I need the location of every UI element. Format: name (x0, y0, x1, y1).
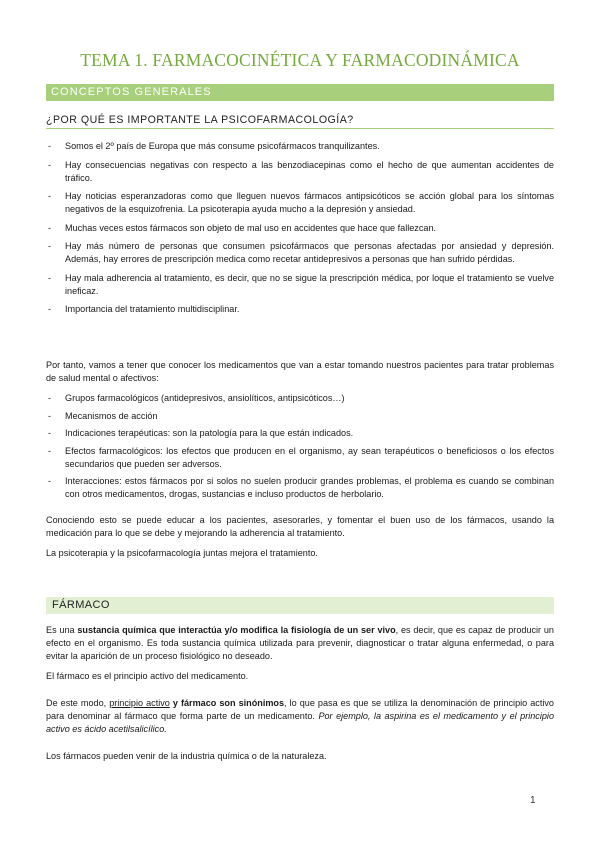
definition-emphasis: sustancia química que interactúa y/o modifica la fisiología de un ser vivo (77, 625, 396, 635)
farmaco-principle: El fármaco es el principio activo del medicamento. (46, 671, 249, 681)
list-item: - Indicaciones terapéuticas: son la patología para la que están indicados. (46, 427, 554, 440)
intro-paragraph: Por tanto, vamos a tener que conocer los medicamentos que van a estar tomando nuestros pacientes para tratar problemas de salud mental o afectivos: (46, 360, 554, 383)
closing-paragraph: Conociendo esto se puede educar a los pacientes, asesorarles, y fomentar el buen uso de los fármacos, usando la medicación para lo que se debe y mejorando la adherencia al tratamiento. (46, 515, 554, 538)
origin-paragraph: Los fármacos pueden venir de la industria química o de la naturaleza. (46, 751, 327, 761)
section-header-conceptos: CONCEPTOS GENERALES (46, 84, 554, 101)
list-item: - Hay consecuencias negativas con respecto a las benzodiacepinas como el hecho de que aumentan accidentes de tráfico. (46, 159, 554, 185)
underlined-term: principio activo (109, 698, 170, 708)
farmaco-definition: Es una sustancia química que interactúa y/o modifica la fisiología de un ser vivo, es decir, que es capaz de producir un efecto en el organismo. Es toda sustancia química utilizada para prevenir, diagnosticar o tratar alguna enfermedad, o para evitar la aparición de un proceso fisiológico no deseado. (46, 625, 554, 661)
principio-activo-paragraph: De este modo, principio activo y fármaco son sinónimos, lo que pasa es que se utiliza la denominación de principio activo para denominar al fármaco que forma parte de un medicamento. Por ejemplo, la aspirina es el medicamento y el principio activo es ácido acetilsalicílico. (46, 698, 555, 734)
section-header-farmaco: FÁRMACO (46, 597, 554, 614)
list-item: - Muchas veces estos fármacos son objeto de mal uso en accidentes que hace que fallezcan. (46, 222, 554, 235)
page-number: 1 (530, 795, 536, 806)
knowledge-list (46, 392, 554, 506)
example-text: Por ejemplo, la aspirina es el medicamento y el principio activo es ácido acetilsalicílico. (46, 711, 555, 734)
list-item: - Interacciones: estos fármacos por si solos no suelen producir grandes problemas, el problema es cuando se combinan con otros medicamentos, drogas, sustancias e incluso productos de herbolario. (46, 475, 554, 501)
list-item: - Hay mala adherencia al tratamiento, es decir, que no se sigue la prescripción médica, por loque el tratamiento se vuelve ineficaz. (46, 272, 554, 298)
list-item: - Hay noticias esperanzadoras como que lleguen nuevos fármacos antipsicóticos se acción global para los síntomas negativos de la esquizofrenia. La psicoterapia ayuda mucho a la depresión y ansiedad. (46, 190, 554, 216)
list-item: - Somos el 2º país de Europa que más consume psicofármacos tranquilizantes. (46, 140, 554, 153)
list-item: - Importancia del tratamiento multidisciplinar. (46, 303, 554, 316)
list-item: - Efectos farmacológicos: los efectos que producen en el organismo, ay sean terapéuticos o beneficiosos o los efectos secundarios que pueden ser adversos. (46, 445, 554, 471)
closing-paragraph-2: La psicoterapia y la psicofarmacología juntas mejora el tratamiento. (46, 548, 318, 558)
reasons-list (46, 140, 554, 322)
document-title: TEMA 1. FARMACOCINÉTICA Y FARMACODINÁMICA (80, 50, 520, 70)
subsection-heading: ¿POR QUÉ ES IMPORTANTE LA PSICOFARMACOLOGÍA? (46, 114, 554, 129)
list-item: - Mecanismos de acción (46, 410, 554, 423)
list-item: - Hay más número de personas que consumen psicofármacos que personas afectadas por ansiedad y depresión. Además, hay errores de prescripción medica como recetar antidepresivos a personas que han sufrido pérdidas. (46, 240, 554, 266)
list-item: - Grupos farmacológicos (antidepresivos, ansiolíticos, antipsicóticos…) (46, 392, 554, 405)
